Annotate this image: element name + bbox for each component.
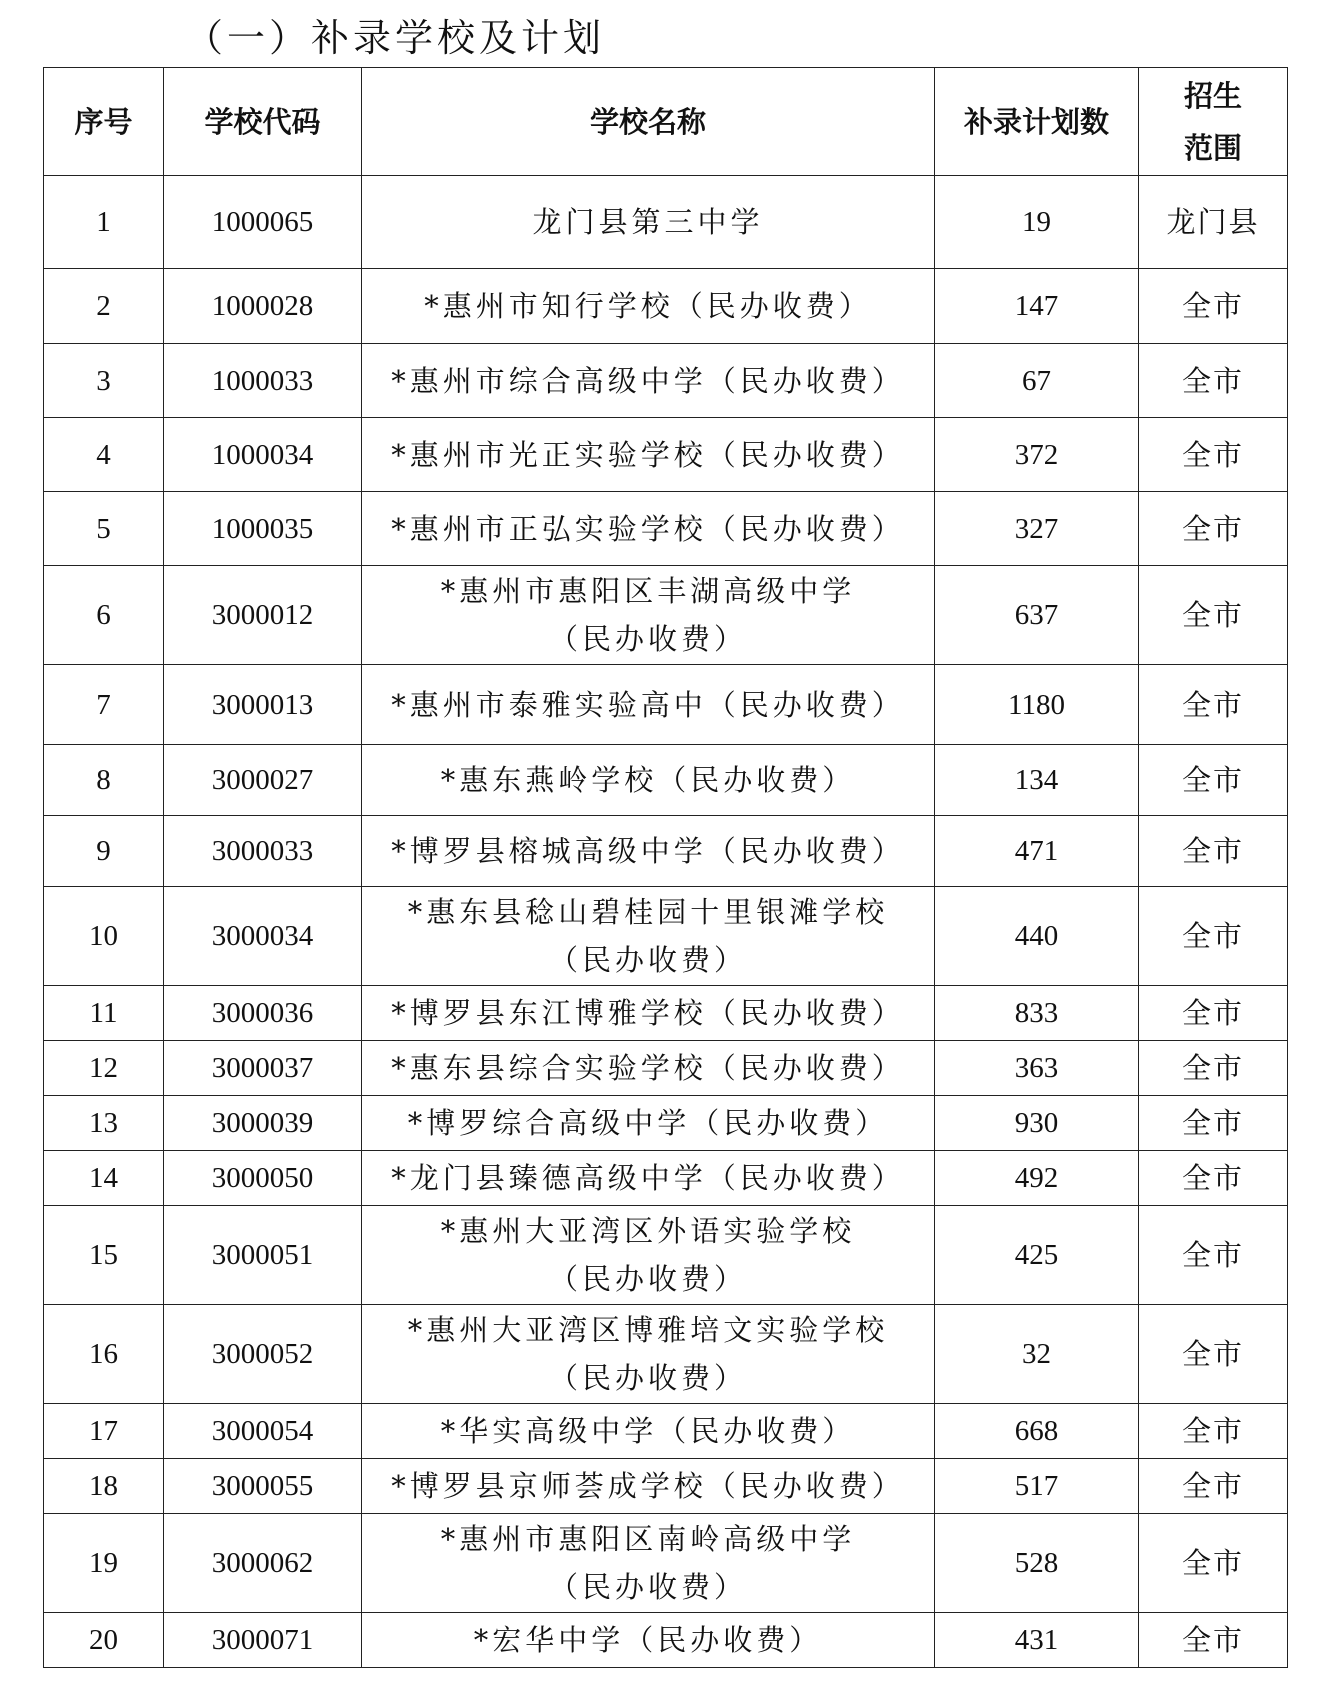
cell-index: 15	[44, 1206, 164, 1305]
cell-plan: 134	[935, 745, 1139, 816]
cell-name	[362, 1404, 935, 1459]
header-name: 学校名称	[362, 68, 935, 176]
school-name-line1: *惠州市光正实验学校（民办收费）	[391, 437, 905, 472]
cell-code: 3000054	[164, 1404, 362, 1459]
cell-plan: 492	[935, 1151, 1139, 1206]
table-row	[44, 816, 1288, 887]
school-name-line2: （民办收费）	[548, 1570, 747, 1604]
cell-index: 8	[44, 745, 164, 816]
table-row	[44, 418, 1288, 492]
cell-code: 3000036	[164, 986, 362, 1041]
cell-scope: 全市	[1139, 665, 1288, 745]
table-row	[44, 1041, 1288, 1096]
cell-name	[362, 1613, 935, 1668]
school-name-line1: *龙门县臻德高级中学（民办收费）	[391, 1161, 905, 1195]
school-name-line2: （民办收费）	[548, 1361, 747, 1395]
table-row	[44, 1305, 1288, 1404]
cell-scope: 全市	[1139, 1151, 1288, 1206]
table-row	[44, 986, 1288, 1041]
cell-scope: 全市	[1139, 1459, 1288, 1514]
cell-plan: 372	[935, 418, 1139, 492]
cell-scope: 全市	[1139, 1514, 1288, 1613]
header-index: 序号	[44, 68, 164, 176]
cell-plan: 440	[935, 887, 1139, 986]
cell-code: 3000027	[164, 745, 362, 816]
cell-name	[362, 1096, 935, 1151]
cell-plan: 431	[935, 1613, 1139, 1668]
cell-code: 3000050	[164, 1151, 362, 1206]
school-name-line2: （民办收费）	[548, 622, 747, 656]
table-header-row	[44, 68, 1288, 176]
cell-plan: 833	[935, 986, 1139, 1041]
cell-scope: 全市	[1139, 1096, 1288, 1151]
school-name-line1: *惠州大亚湾区外语实验学校	[440, 1214, 856, 1248]
school-name-line1: 龙门县第三中学	[532, 205, 764, 239]
school-name-line2: （民办收费）	[548, 943, 747, 977]
cell-index: 7	[44, 665, 164, 745]
cell-plan: 517	[935, 1459, 1139, 1514]
cell-index: 1	[44, 176, 164, 269]
cell-index: 4	[44, 418, 164, 492]
cell-scope: 全市	[1139, 887, 1288, 986]
cell-index: 3	[44, 344, 164, 418]
cell-plan: 471	[935, 816, 1139, 887]
cell-index: 5	[44, 492, 164, 566]
table-row	[44, 492, 1288, 566]
header-code: 学校代码	[164, 68, 362, 176]
cell-index: 16	[44, 1305, 164, 1404]
cell-code: 1000033	[164, 344, 362, 418]
school-name-line1: *华实高级中学（民办收费）	[440, 1414, 856, 1448]
school-name-line1: *惠东县稔山碧桂园十里银滩学校	[407, 895, 889, 929]
cell-index: 13	[44, 1096, 164, 1151]
cell-plan: 637	[935, 566, 1139, 665]
cell-code: 3000033	[164, 816, 362, 887]
school-name-line1: *博罗综合高级中学（民办收费）	[407, 1106, 889, 1140]
cell-index: 19	[44, 1514, 164, 1613]
cell-name	[362, 1305, 935, 1404]
cell-name	[362, 665, 935, 745]
cell-code: 3000062	[164, 1514, 362, 1613]
cell-code: 3000013	[164, 665, 362, 745]
table-row	[44, 1459, 1288, 1514]
cell-plan: 1180	[935, 665, 1139, 745]
cell-name	[362, 418, 935, 492]
header-plan: 补录计划数	[935, 68, 1139, 176]
cell-code: 3000051	[164, 1206, 362, 1305]
cell-plan: 67	[935, 344, 1139, 418]
cell-code: 1000065	[164, 176, 362, 269]
cell-index: 18	[44, 1459, 164, 1514]
cell-scope: 全市	[1139, 418, 1288, 492]
header-scope-line1: 招生	[1183, 78, 1242, 113]
cell-plan: 19	[935, 176, 1139, 269]
table-row	[44, 176, 1288, 269]
cell-scope: 全市	[1139, 1305, 1288, 1404]
cell-index: 2	[44, 269, 164, 344]
cell-code: 3000039	[164, 1096, 362, 1151]
cell-code: 3000071	[164, 1613, 362, 1668]
table-row	[44, 566, 1288, 665]
school-name-line1: *博罗县榕城高级中学（民办收费）	[391, 834, 905, 868]
school-name-line1: *惠东燕岭学校（民办收费）	[440, 763, 856, 797]
cell-name	[362, 492, 935, 566]
table-row	[44, 1613, 1288, 1668]
cell-name	[362, 887, 935, 986]
table-row	[44, 1404, 1288, 1459]
cell-scope: 全市	[1139, 986, 1288, 1041]
table-row	[44, 1151, 1288, 1206]
school-name-line1: *惠州市正弘实验学校（民办收费）	[391, 511, 905, 546]
cell-scope: 全市	[1139, 1613, 1288, 1668]
cell-index: 17	[44, 1404, 164, 1459]
table-row	[44, 745, 1288, 816]
table-row	[44, 665, 1288, 745]
cell-code: 1000034	[164, 418, 362, 492]
cell-name	[362, 816, 935, 887]
table-row	[44, 1514, 1288, 1613]
table-row	[44, 269, 1288, 344]
cell-name	[362, 344, 935, 418]
cell-scope: 全市	[1139, 492, 1288, 566]
cell-code: 3000055	[164, 1459, 362, 1514]
school-name-line1: *宏华中学（民办收费）	[473, 1623, 823, 1657]
cell-name	[362, 566, 935, 665]
cell-name	[362, 1041, 935, 1096]
header-scope	[1139, 68, 1288, 176]
cell-plan: 930	[935, 1096, 1139, 1151]
cell-scope: 全市	[1139, 745, 1288, 816]
cell-code: 3000037	[164, 1041, 362, 1096]
cell-scope: 全市	[1139, 269, 1288, 344]
cell-plan: 327	[935, 492, 1139, 566]
header-scope-line2: 范围	[1183, 130, 1242, 165]
table-row	[44, 344, 1288, 418]
cell-name	[362, 1151, 935, 1206]
cell-scope: 全市	[1139, 566, 1288, 665]
cell-code: 3000052	[164, 1305, 362, 1404]
cell-index: 6	[44, 566, 164, 665]
cell-scope: 龙门县	[1139, 176, 1288, 269]
cell-name	[362, 1459, 935, 1514]
school-name-line1: *惠州市惠阳区南岭高级中学	[440, 1522, 856, 1556]
table-body	[44, 176, 1288, 1668]
cell-index: 11	[44, 986, 164, 1041]
cell-plan: 32	[935, 1305, 1139, 1404]
school-name-line1: *惠州市综合高级中学（民办收费）	[391, 363, 905, 398]
cell-name	[362, 176, 935, 269]
cell-code: 1000028	[164, 269, 362, 344]
school-name-line1: *惠州大亚湾区博雅培文实验学校	[407, 1313, 889, 1347]
cell-index: 9	[44, 816, 164, 887]
cell-plan: 528	[935, 1514, 1139, 1613]
cell-name	[362, 1206, 935, 1305]
school-name-line1: *惠州市知行学校（民办收费）	[424, 289, 872, 323]
table-row	[44, 1206, 1288, 1305]
school-name-line1: *博罗县京师荟成学校（民办收费）	[391, 1469, 905, 1503]
cell-plan: 363	[935, 1041, 1139, 1096]
cell-plan: 147	[935, 269, 1139, 344]
cell-code: 3000034	[164, 887, 362, 986]
cell-scope: 全市	[1139, 1206, 1288, 1305]
cell-name	[362, 986, 935, 1041]
school-name-line1: *惠州市泰雅实验高中（民办收费）	[391, 687, 905, 722]
school-name-line1: *惠州市惠阳区丰湖高级中学	[440, 574, 856, 608]
cell-scope: 全市	[1139, 816, 1288, 887]
school-name-line2: （民办收费）	[548, 1262, 747, 1296]
cell-index: 10	[44, 887, 164, 986]
cell-plan: 425	[935, 1206, 1139, 1305]
school-name-line1: *博罗县东江博雅学校（民办收费）	[391, 996, 905, 1030]
cell-name	[362, 269, 935, 344]
cell-code: 3000012	[164, 566, 362, 665]
school-name-line1: *惠东县综合实验学校（民办收费）	[391, 1051, 905, 1085]
cell-name	[362, 1514, 935, 1613]
plan-table	[43, 67, 1288, 1668]
cell-name	[362, 745, 935, 816]
table-row	[44, 887, 1288, 986]
table-row	[44, 1096, 1288, 1151]
cell-scope: 全市	[1139, 1404, 1288, 1459]
cell-code: 1000035	[164, 492, 362, 566]
cell-scope: 全市	[1139, 344, 1288, 418]
cell-index: 12	[44, 1041, 164, 1096]
cell-scope: 全市	[1139, 1041, 1288, 1096]
cell-index: 14	[44, 1151, 164, 1206]
section-title: （一）补录学校及计划	[185, 16, 606, 60]
cell-index: 20	[44, 1613, 164, 1668]
cell-plan: 668	[935, 1404, 1139, 1459]
